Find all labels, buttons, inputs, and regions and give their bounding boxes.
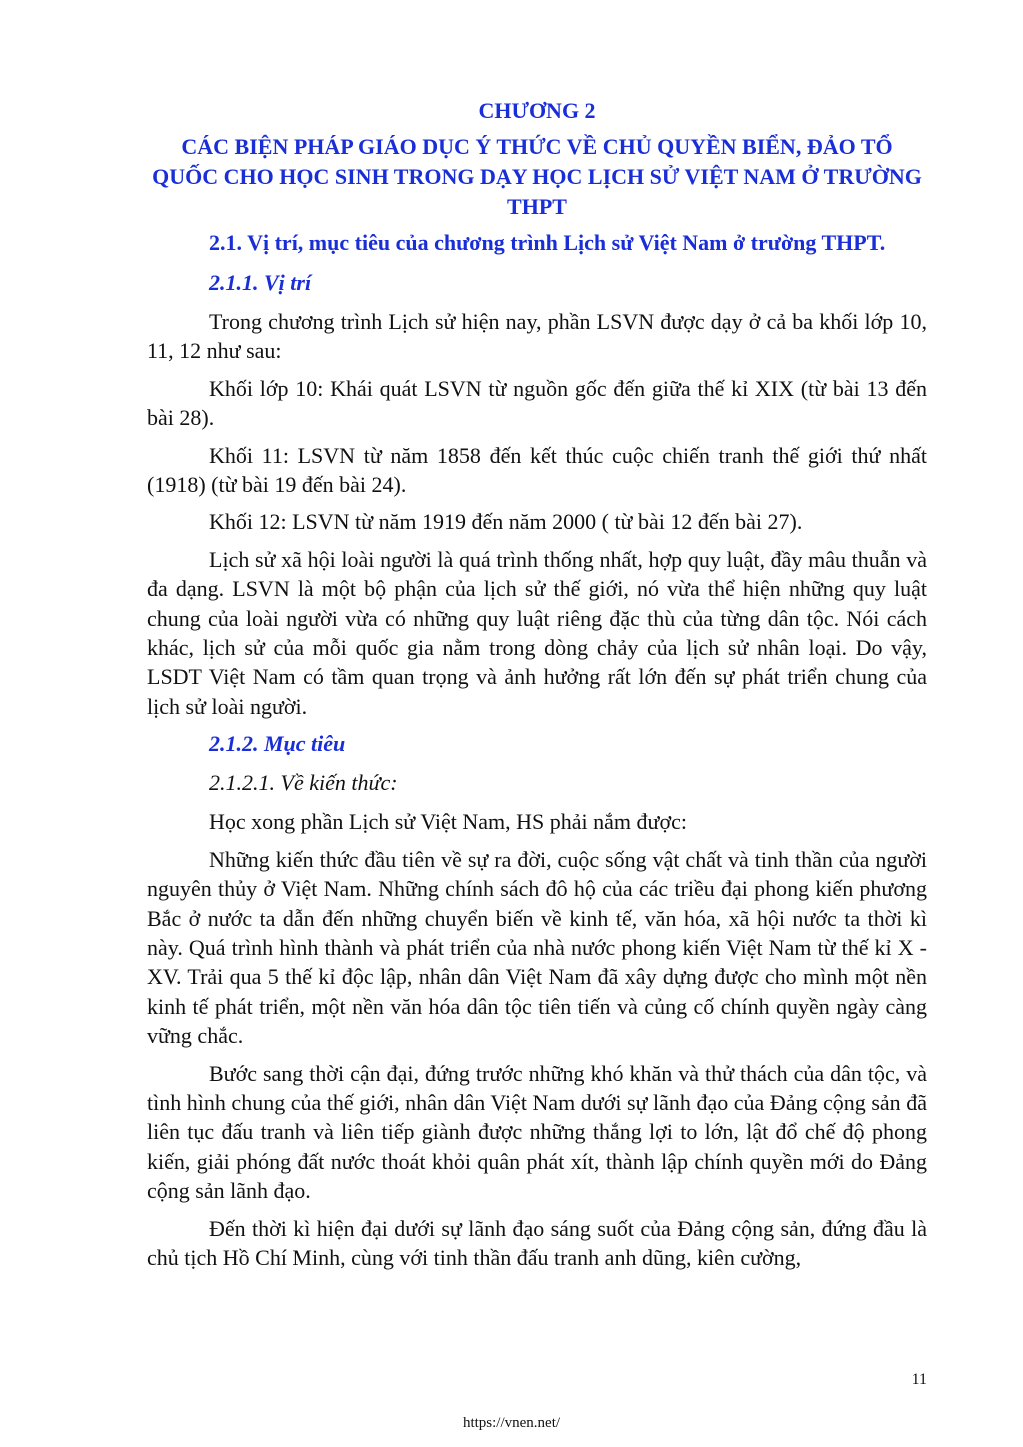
paragraph-early-history: Những kiến thức đầu tiên về sự ra đời, cuộc sống vật chất và tinh thần của người nguyên thủy ở Việt Nam. Những chính sách đô hộ của các triều đại phong kiến phương Bắc ở nước ta dẫn đến những chuyển biến về kinh tế, văn hóa, xã hội nước ta thời kì này. Quá trình hình thành và phát triển của nhà nước phong kiến Việt Nam từ thế kỉ X - XV. Trải qua 5 thế kỉ độc lập, nhân dân Việt Nam đã xây dựng được cho mình một nền kinh tế phát triển, một nền văn hóa dân tộc tiên tiến và củng cố chính quyền ngày càng vững chắc. xyxy=(147,846,927,1049)
section-heading-2-1-2-1: 2.1.2.1. Về kiến thức: xyxy=(209,770,398,796)
footer-url[interactable]: https://vnen.net/ xyxy=(462,1415,561,1431)
paragraph-grade-11: Khối 11: LSVN từ năm 1858 đến kết thúc cuộc chiến tranh thế giới thứ nhất (1918) (từ bài 19 đến bài 24). xyxy=(147,442,927,498)
paragraph-contemporary-era: Đến thời kì hiện đại dưới sự lãnh đạo sáng suốt của Đảng cộng sản, đứng đầu là chủ tịch Hồ Chí Minh, cùng với tinh thần đấu tranh anh dũng, kiên cường, xyxy=(147,1215,927,1270)
paragraph-modern-era: Bước sang thời cận đại, đứng trước những khó khăn và thử thách của dân tộc, và tình hình chung của thế giới, nhân dân Việt Nam dưới sự lãnh đạo của Đảng cộng sản đã liên tục đấu tranh và liên tiếp giành được những thắng lợi to lớn, lật đổ chế độ phong kiến, giải phóng đất nước thoát khỏi quân phát xít, thành lập chính quyền mới do Đảng cộng sản lãnh đạo. xyxy=(147,1060,927,1204)
section-heading-2-1-2: 2.1.2. Mục tiêu xyxy=(209,731,346,757)
chapter-title: CÁC BIỆN PHÁP GIÁO DỤC Ý THỨC VỀ CHỦ QUYỀN BIỂN, ĐẢO TỔ QUỐC CHO HỌC SINH TRONG DẠY HỌC LỊCH SỬ VIỆT NAM Ở TRƯỜNG THPT xyxy=(152,134,922,219)
document-page xyxy=(147,96,927,1280)
paragraph-learning-outcome: Học xong phần Lịch sử Việt Nam, HS phải nắm được: xyxy=(209,809,687,835)
paragraph-grade-10: Khối lớp 10: Khái quát LSVN từ nguồn gốc đến giữa thế kỉ XIX (từ bài 13 đến bài 28). xyxy=(147,375,927,431)
section-heading-2-1-1: 2.1.1. Vị trí xyxy=(209,270,312,295)
paragraph-history-overview: Lịch sử xã hội loài người là quá trình thống nhất, hợp quy luật, đầy mâu thuẫn và đa dạng. LSVN là một bộ phận của lịch sử thế giới, nó vừa thể hiện những quy luật chung của loài người vừa có những quy luật riêng đặc thù của từng dân tộc. Nói cách khác, lịch sử của mỗi quốc gia nằm trong dòng chảy của lịch sử nhân loại. Do vậy, LSDT Việt Nam có tầm quan trọng và ảnh hưởng rất lớn đến sự phát triển chung của lịch sử loài người. xyxy=(147,546,927,719)
page-number: 11 xyxy=(911,1371,927,1388)
paragraph-grade-12: Khối 12: LSVN từ năm 1919 đến năm 2000 ( từ bài 12 đến bài 27). xyxy=(209,509,803,535)
paragraph-intro: Trong chương trình Lịch sử hiện nay, phần LSVN được dạy ở cả ba khối lớp 10, 11, 12 như sau: xyxy=(147,309,927,364)
chapter-heading: CHƯƠNG 2 xyxy=(478,98,596,123)
section-heading-2-1: 2.1. Vị trí, mục tiêu của chương trình Lịch sử Việt Nam ở trường THPT. xyxy=(209,230,886,255)
